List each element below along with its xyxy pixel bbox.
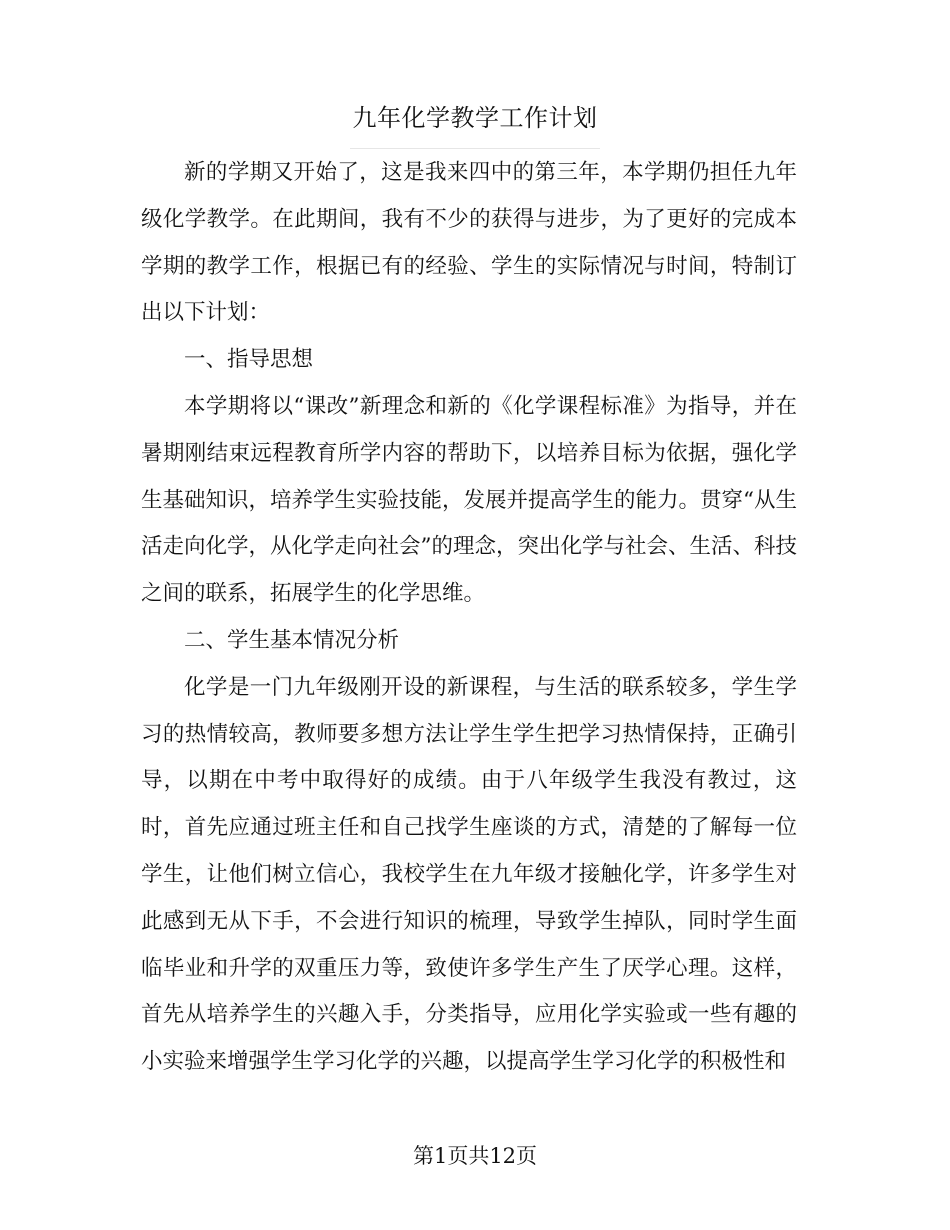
section-heading-student-analysis: 二、学生基本情况分析 <box>184 627 400 653</box>
section-heading-guiding-ideology: 一、指导思想 <box>184 347 314 373</box>
document-body <box>141 150 797 1086</box>
page-footer: 第1页共12页 <box>412 1144 538 1168</box>
paragraph-intro: 新的学期又开始了，这是我来四中的第三年，本学期仍担任九年级化学教学。在此期间，我有不少的获得与进步，为了更好的完成本学期的教学工作，根据已有的经验、学生的实际情况与时间，特制订出以下计划： <box>141 160 797 326</box>
document-title: 九年化学教学工作计划 <box>352 104 598 132</box>
title-divider <box>350 148 600 149</box>
paragraph-student-analysis: 化学是一门九年级刚开设的新课程，与生活的联系较多，学生学习的热情较高，教师要多想方法让学生学生把学习热情保持，正确引导，以期在中考中取得好的成绩。由于八年级学生我没有教过，这时，首先应通过班主任和自己找学生座谈的方式，清楚的了解每一位学生，让他们树立信心，我校学生在九年级才接触化学，许多学生对此感到无从下手，不会进行知识的梳理，导致学生掉队，同时学生面临毕业和升学的双重压力等，致使许多学生产生了厌学心理。这样，首先从培养学生的兴趣入手，分类指导，应用化学实验或一些有趣的小实验来增强学生学习化学的兴趣，以提高学生学习化学的积极性和 <box>141 674 797 1075</box>
paragraph-guiding-ideology: 本学期将以“课改”新理念和新的《化学课程标准》为指导，并在暑期刚结束远程教育所学内容的帮助下，以培养目标为依据，强化学生基础知识，培养学生实验技能，发展并提高学生的能力。贯穿“从生活走向化学，从化学走向社会”的理念，突出化学与社会、生活、科技之间的联系，拓展学生的化学思维。 <box>141 393 797 607</box>
